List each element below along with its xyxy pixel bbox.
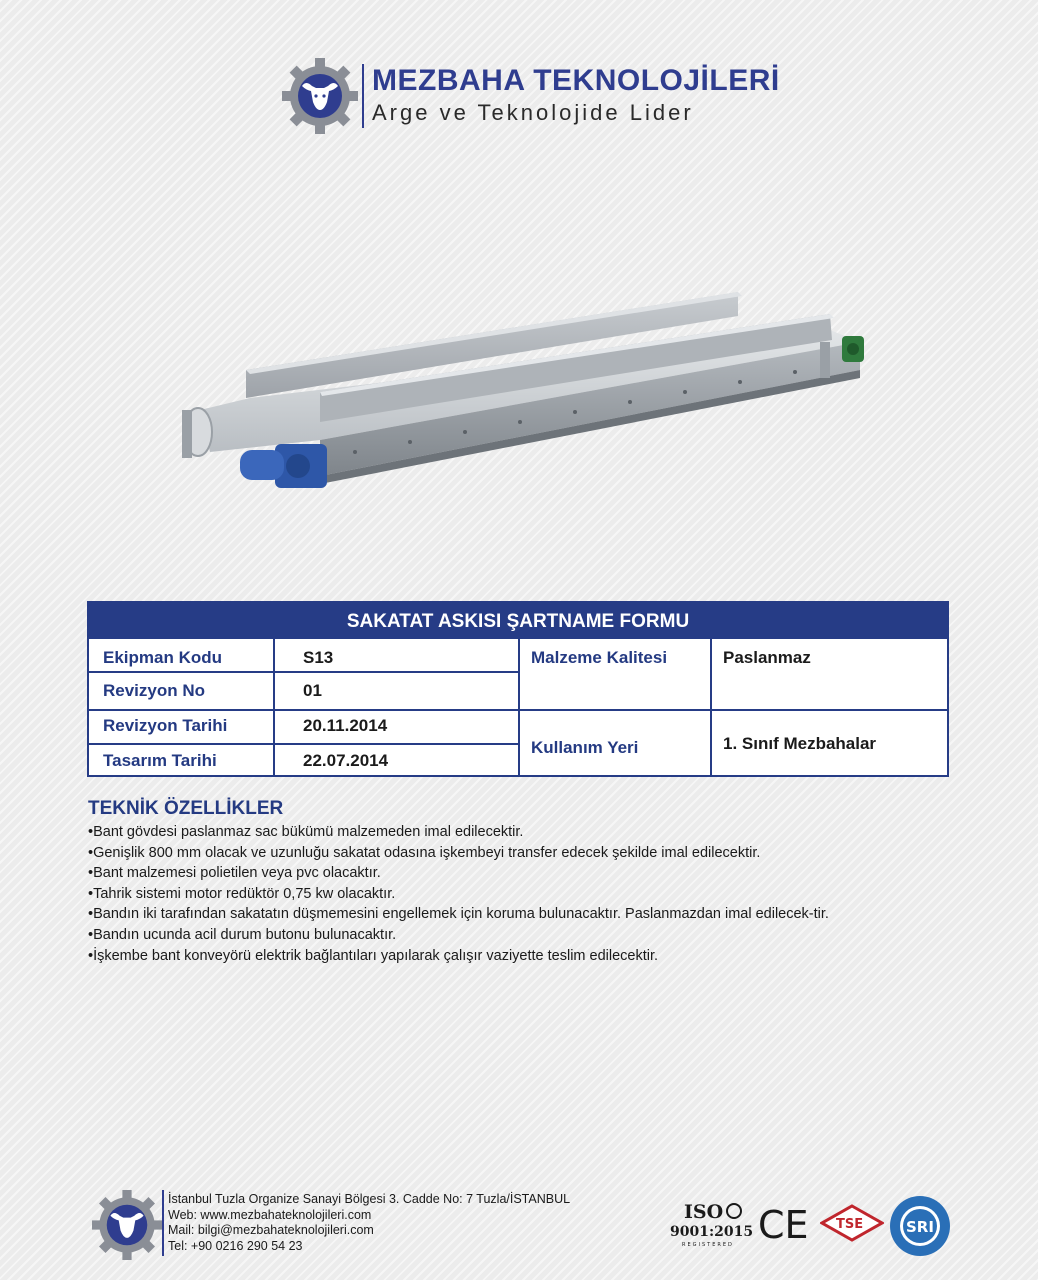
grid-line bbox=[89, 671, 520, 673]
label-revision-date: Revizyon Tarihi bbox=[103, 716, 228, 735]
grid-line bbox=[89, 743, 520, 745]
footer-mail[interactable]: Mail: bilgi@mezbahateknolojileri.com bbox=[168, 1223, 374, 1238]
logo-divider bbox=[362, 64, 364, 128]
footer-address: İstanbul Tuzla Organize Sanayi Bölgesi 3. Cadde No: 7 Tuzla/İSTANBUL bbox=[168, 1192, 571, 1206]
footer-tel: Tel: +90 0216 290 54 23 bbox=[168, 1238, 303, 1253]
tech-specs-list bbox=[88, 822, 958, 966]
value-design-date: 22.07.2014 bbox=[303, 751, 389, 770]
value-usage-place: 1. Sınıf Mezbahalar bbox=[723, 734, 877, 753]
sri-cert-text: SRI bbox=[906, 1218, 934, 1236]
brand-slogan: Arge ve Teknolojide Lider bbox=[372, 100, 694, 125]
footer-web[interactable]: Web: www.mezbahateknolojileri.com bbox=[168, 1207, 372, 1222]
grid-line bbox=[89, 709, 947, 711]
iso-cert-sub: REGISTERED bbox=[682, 1242, 734, 1248]
list-item: • Bandın ucunda acil durum butonu bulunacaktır. bbox=[88, 925, 958, 946]
value-revision-no: 01 bbox=[303, 681, 322, 700]
label-material-quality: Malzeme Kalitesi bbox=[531, 648, 668, 667]
grid-line bbox=[710, 639, 712, 775]
brand-name: MEZBAHA TEKNOLOJİLERİ bbox=[372, 64, 780, 97]
list-item: • İşkembe bant konveyörü elektrik bağlantıları yapılarak çalışır vaziyette teslim edilecektir. bbox=[88, 946, 958, 967]
conveyor-illustration bbox=[170, 280, 890, 520]
list-item: • Bant malzemesi polietilen veya pvc olacaktır. bbox=[88, 863, 958, 884]
tse-mark-icon bbox=[820, 1204, 884, 1242]
iso-cert-number: 9001:2015 bbox=[670, 1224, 754, 1240]
grid-line bbox=[518, 639, 520, 775]
value-revision-date: 20.11.2014 bbox=[303, 716, 388, 735]
grid-line bbox=[273, 639, 275, 775]
ce-mark-icon bbox=[756, 1200, 812, 1246]
label-revision-no: Revizyon No bbox=[103, 681, 206, 700]
tech-specs-heading: TEKNİK ÖZELLİKLER bbox=[88, 798, 284, 819]
footer-contact bbox=[168, 1192, 570, 1254]
spec-form-table bbox=[87, 601, 949, 777]
footer-divider bbox=[162, 1190, 164, 1256]
header-logo bbox=[282, 58, 780, 134]
list-item: • Bant gövdesi paslanmaz sac bükümü malzemeden imal edilecektir. bbox=[88, 822, 958, 843]
value-material-quality: Paslanmaz bbox=[723, 648, 811, 667]
list-item: • Bandın iki tarafından sakatatın düşmemesini engellemek için koruma bulunacaktır. Paslanmazdan imal edilecek-tir. bbox=[88, 904, 958, 925]
label-usage-place: Kullanım Yeri bbox=[531, 738, 639, 757]
list-item: • Tahrik sistemi motor redüktör 0,75 kw olacaktır. bbox=[88, 884, 958, 905]
iso-9001-cert-icon bbox=[668, 1198, 754, 1250]
label-design-date: Tasarım Tarihi bbox=[103, 751, 217, 770]
label-equipment-code: Ekipman Kodu bbox=[103, 648, 223, 667]
ce-mark-text: CE bbox=[758, 1203, 809, 1246]
footer-bull-logo-icon bbox=[92, 1190, 162, 1260]
tse-mark-text: TSE bbox=[836, 1217, 864, 1232]
iso-cert-title: ISO bbox=[684, 1201, 724, 1223]
bull-gear-logo-icon bbox=[282, 58, 358, 134]
list-item: • Genişlik 800 mm olacak ve uzunluğu sakatat odasına işkembeyi transfer edecek şekilde imal edilecektir. bbox=[88, 843, 958, 864]
form-title: SAKATAT ASKISI ŞARTNAME FORMU bbox=[89, 603, 947, 639]
sri-cert-icon bbox=[888, 1194, 952, 1258]
value-equipment-code: S13 bbox=[303, 648, 334, 667]
